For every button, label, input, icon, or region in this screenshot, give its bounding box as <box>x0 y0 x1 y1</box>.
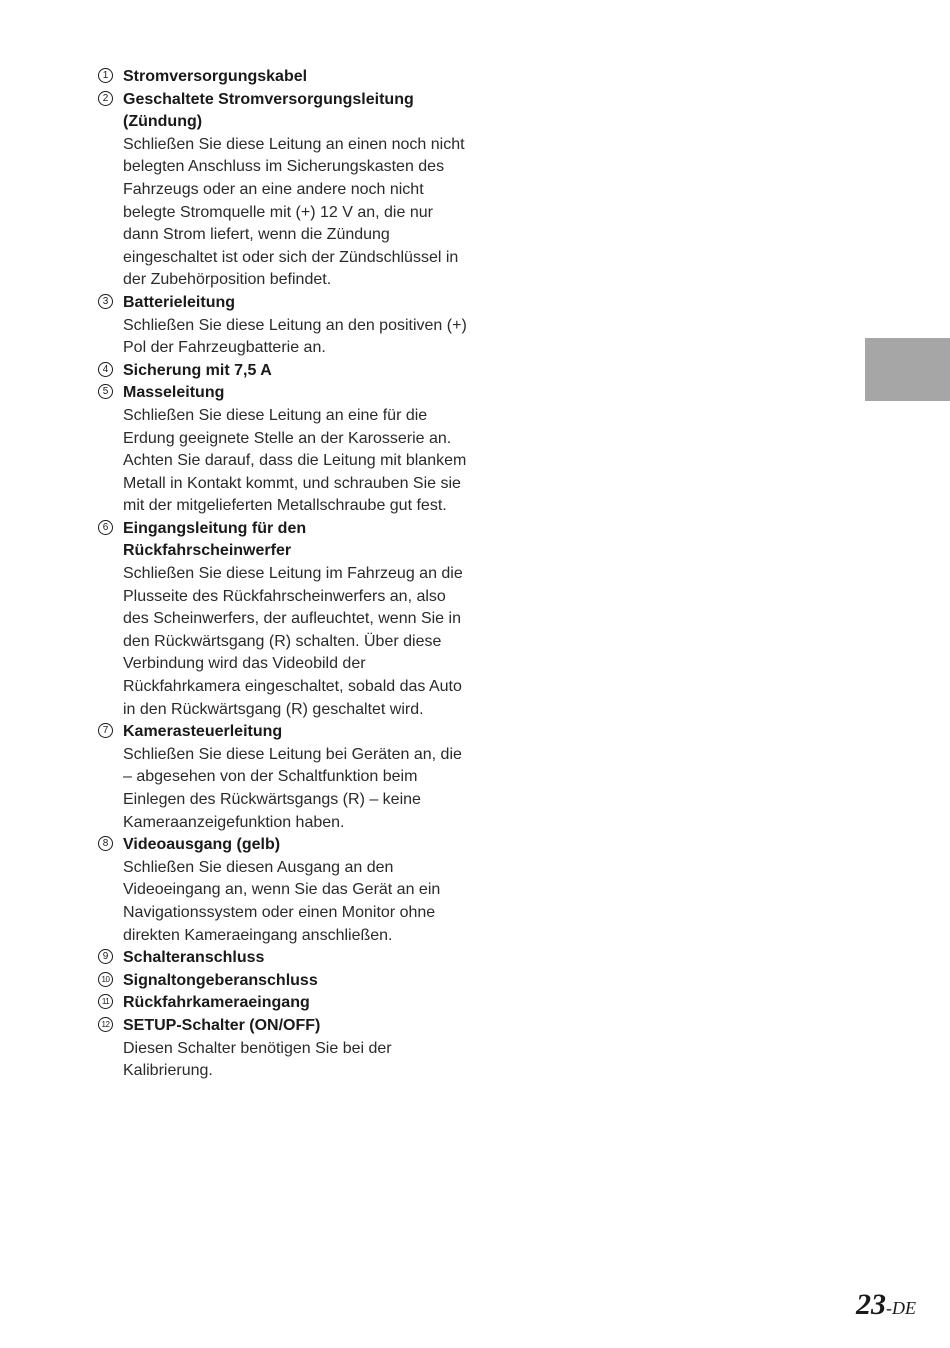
list-item <box>98 992 468 1015</box>
list-item <box>98 360 468 383</box>
item-number-badge: 3 <box>98 294 113 309</box>
page-number <box>856 1288 916 1322</box>
item-title: Videoausgang (gelb) <box>123 836 281 854</box>
item-title: Schalteranschluss <box>123 949 265 967</box>
item-number-badge: 5 <box>98 384 113 399</box>
list-item <box>98 721 468 834</box>
item-number-badge: 7 <box>98 723 113 738</box>
item-description: Schließen Sie diese Leitung bei Geräten an, die – abgesehen von der Schaltfunktion beim Einlegen des Rückwärtsgangs (R) – keine Kameraanzeigefunktion haben. <box>123 745 462 831</box>
list-item <box>98 947 468 970</box>
list-item <box>98 382 468 518</box>
chapter-tab <box>865 338 950 401</box>
list-item <box>98 292 468 360</box>
page-number-value: 23 <box>856 1288 886 1321</box>
list-item <box>98 89 468 292</box>
item-description: Schließen Sie diese Leitung an einen noch nicht belegten Anschluss im Sicherungskasten des Fahrzeugs oder an eine andere noch nicht belegte Stromquelle mit (+) 12 V an, die nur dann Strom liefert, wenn die Zündung eingeschaltet ist oder sich der Zündschlüssel in der Zubehörposition befindet. <box>123 135 465 289</box>
item-description: Diesen Schalter benötigen Sie bei der Kalibrierung. <box>123 1039 392 1080</box>
item-title: Stromversorgungskabel <box>123 68 308 85</box>
connection-list <box>98 66 468 1083</box>
list-item <box>98 518 468 721</box>
item-title: SETUP-Schalter (ON/OFF) <box>123 1016 321 1034</box>
item-number-badge: 1 <box>98 68 113 83</box>
item-number-badge: 12 <box>98 1017 113 1032</box>
list-item <box>98 970 468 993</box>
item-number-badge: 8 <box>98 836 113 851</box>
item-number-badge: 10 <box>98 972 113 987</box>
item-number-badge: 2 <box>98 91 113 106</box>
item-description: Schließen Sie diese Leitung an den positiven (+) Pol der Fahrzeugbatterie an. <box>123 316 467 357</box>
item-number-badge: 4 <box>98 362 113 377</box>
list-item <box>98 1015 468 1083</box>
item-title: Signaltongeberanschluss <box>123 971 318 989</box>
item-title: Sicherung mit 7,5 A <box>123 361 272 379</box>
item-number-badge: 6 <box>98 520 113 535</box>
item-description: Schließen Sie diese Leitung an eine für die Erdung geeignete Stelle an der Karosserie an. Achten Sie darauf, dass die Leitung mit blankem Metall in Kontakt kommt, und schrauben Sie sie mit der mitgelieferten Metallschraube gut fest. <box>123 406 467 515</box>
page-language-suffix: -DE <box>886 1298 916 1318</box>
item-title: Batterieleitung <box>123 293 236 311</box>
item-description: Schließen Sie diesen Ausgang an den Videoeingang an, wenn Sie das Gerät an ein Navigationssystem oder einen Monitor ohne direkten Kameraeingang anschließen. <box>123 858 441 944</box>
item-description: Schließen Sie diese Leitung im Fahrzeug an die Plusseite des Rückfahrscheinwerfers an, also des Scheinwerfers, der aufleuchtet, wenn Sie in den Rückwärtsgang (R) schalten. Über diese Verbindung wird das Videobild der Rückfahrkamera eingeschaltet, sobald das Auto in den Rückwärtsgang (R) geschaltet wird. <box>123 565 463 718</box>
list-item <box>98 66 468 89</box>
item-title: Eingangsleitung für den Rückfahrscheinwerfer <box>123 519 307 560</box>
list-item <box>98 834 468 947</box>
item-number-badge: 9 <box>98 949 113 964</box>
item-number-badge: 11 <box>98 994 113 1009</box>
item-title: Masseleitung <box>123 384 225 402</box>
item-title: Kamerasteuerleitung <box>123 723 283 741</box>
item-title: Geschaltete Stromversorgungsleitung (Zündung) <box>123 90 414 131</box>
item-title: Rückfahrkameraeingang <box>123 994 310 1012</box>
